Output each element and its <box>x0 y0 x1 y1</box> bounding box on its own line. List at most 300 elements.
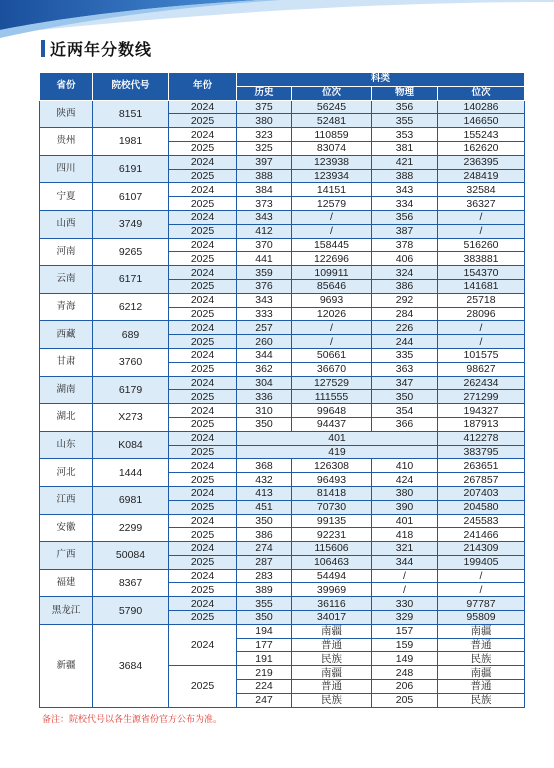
history-rank-cell: 9693 <box>292 293 372 307</box>
history-score-cell: 373 <box>237 197 292 211</box>
physics-rank-cell: 245583 <box>438 514 525 528</box>
school-code-cell: 6191 <box>93 155 169 183</box>
history-rank-cell: 34017 <box>292 611 372 625</box>
school-code-cell: 3760 <box>93 348 169 376</box>
footnote: 备注：院校代号以各生源省份官方公布为准。 <box>42 715 223 725</box>
physics-score-cell: 330 <box>372 597 438 611</box>
header-category: 科类 <box>237 73 525 87</box>
table-row <box>40 210 525 224</box>
physics-score-cell: 410 <box>372 459 438 473</box>
physics-rank-cell: 271299 <box>438 390 525 404</box>
history-rank-cell: 70730 <box>292 500 372 514</box>
year-cell: 2025 <box>169 114 237 128</box>
table-row <box>40 624 525 638</box>
history-rank-cell: 106463 <box>292 555 372 569</box>
year-cell: 2024 <box>169 486 237 500</box>
physics-rank-cell: 101575 <box>438 348 525 362</box>
history-score-cell: 343 <box>237 293 292 307</box>
physics-score-cell: 347 <box>372 376 438 390</box>
combined-score-cell: 401 <box>237 431 438 445</box>
physics-score-cell: 149 <box>372 652 438 666</box>
page-title: 近两年分数线 <box>50 40 153 59</box>
school-code-cell: X273 <box>93 404 169 432</box>
physics-score-cell: 401 <box>372 514 438 528</box>
header-province: 省份 <box>40 73 93 101</box>
province-cell: 广西 <box>40 542 93 570</box>
province-group <box>40 459 525 487</box>
history-rank-cell: 12026 <box>292 307 372 321</box>
year-cell: 2025 <box>169 528 237 542</box>
table-row <box>40 100 525 114</box>
year-cell: 2024 <box>169 514 237 528</box>
history-rank-cell: 123938 <box>292 155 372 169</box>
physics-rank-cell: 263651 <box>438 459 525 473</box>
physics-score-cell: 387 <box>372 224 438 238</box>
province-group <box>40 128 525 156</box>
header-year: 年份 <box>169 73 237 101</box>
title-accent-bar <box>41 40 45 57</box>
physics-rank-cell: / <box>438 210 525 224</box>
province-cell: 安徽 <box>40 514 93 542</box>
history-score-cell: 355 <box>237 597 292 611</box>
province-group <box>40 210 525 238</box>
history-score-cell: 384 <box>237 183 292 197</box>
history-score-cell: 274 <box>237 542 292 556</box>
physics-region-cell: 普通 <box>438 638 525 652</box>
physics-rank-cell: 207403 <box>438 486 525 500</box>
history-rank-cell: 36116 <box>292 597 372 611</box>
history-score-cell: 287 <box>237 555 292 569</box>
history-rank-cell: 110859 <box>292 128 372 142</box>
province-cell: 江西 <box>40 486 93 514</box>
physics-score-cell: 343 <box>372 183 438 197</box>
province-cell: 甘肃 <box>40 348 93 376</box>
physics-score-cell: 350 <box>372 390 438 404</box>
province-cell: 湖北 <box>40 404 93 432</box>
history-score-cell: 359 <box>237 266 292 280</box>
year-cell: 2025 <box>169 252 237 266</box>
year-cell: 2025 <box>169 473 237 487</box>
physics-rank-cell: 146650 <box>438 114 525 128</box>
table-row <box>40 293 525 307</box>
year-cell: 2025 <box>169 445 237 459</box>
physics-score-cell: 324 <box>372 266 438 280</box>
header-history: 历史 <box>237 86 292 100</box>
physics-score-cell: / <box>372 569 438 583</box>
province-cell: 福建 <box>40 569 93 597</box>
physics-score-cell: 292 <box>372 293 438 307</box>
year-cell: 2025 <box>169 583 237 597</box>
table-row <box>40 266 525 280</box>
history-rank-cell: / <box>292 210 372 224</box>
physics-score-cell: 334 <box>372 197 438 211</box>
history-score-cell: 375 <box>237 100 292 114</box>
history-rank-cell: 81418 <box>292 486 372 500</box>
history-region-cell: 民族 <box>292 693 372 707</box>
year-cell: 2024 <box>169 404 237 418</box>
history-score-cell: 219 <box>237 666 292 680</box>
physics-rank-cell: 32584 <box>438 183 525 197</box>
physics-rank-cell: 95809 <box>438 611 525 625</box>
physics-rank-cell: / <box>438 224 525 238</box>
physics-rank-cell: 187913 <box>438 417 525 431</box>
physics-rank-cell: 155243 <box>438 128 525 142</box>
history-rank-cell: 50661 <box>292 348 372 362</box>
province-group <box>40 321 525 349</box>
physics-rank-cell: 236395 <box>438 155 525 169</box>
header-code: 院校代号 <box>93 73 169 101</box>
physics-rank-cell: 141681 <box>438 279 525 293</box>
province-cell: 湖南 <box>40 376 93 404</box>
history-score-cell: 191 <box>237 652 292 666</box>
year-cell: 2025 <box>169 666 237 707</box>
physics-rank-cell: 162620 <box>438 141 525 155</box>
province-cell: 黑龙江 <box>40 597 93 625</box>
table-row <box>40 155 525 169</box>
history-score-cell: 376 <box>237 279 292 293</box>
physics-rank-cell: 97787 <box>438 597 525 611</box>
year-cell: 2024 <box>169 376 237 390</box>
history-region-cell: 南疆 <box>292 666 372 680</box>
history-rank-cell: 99135 <box>292 514 372 528</box>
history-rank-cell: 56245 <box>292 100 372 114</box>
history-score-cell: 441 <box>237 252 292 266</box>
physics-score-cell: 206 <box>372 680 438 694</box>
table-header <box>40 73 525 101</box>
table-row <box>40 597 525 611</box>
history-score-cell: 370 <box>237 238 292 252</box>
year-cell: 2025 <box>169 555 237 569</box>
school-code-cell: 6107 <box>93 183 169 211</box>
history-score-cell: 224 <box>237 680 292 694</box>
table-row <box>40 404 525 418</box>
province-cell: 河南 <box>40 238 93 266</box>
physics-score-cell: 344 <box>372 555 438 569</box>
province-cell: 西藏 <box>40 321 93 349</box>
history-region-cell: 南疆 <box>292 624 372 638</box>
province-group <box>40 100 525 128</box>
physics-score-cell: 381 <box>372 141 438 155</box>
header-rank: 位次 <box>292 86 372 100</box>
school-code-cell: 8151 <box>93 100 169 128</box>
table-row <box>40 183 525 197</box>
physics-rank-cell: 248419 <box>438 169 525 183</box>
year-cell: 2025 <box>169 417 237 431</box>
history-score-cell: 323 <box>237 128 292 142</box>
year-cell: 2024 <box>169 569 237 583</box>
physics-score-cell: 244 <box>372 335 438 349</box>
physics-rank-cell: 36327 <box>438 197 525 211</box>
table-row <box>40 542 525 556</box>
physics-rank-cell: 262434 <box>438 376 525 390</box>
history-region-cell: 普通 <box>292 638 372 652</box>
physics-rank-cell: 28096 <box>438 307 525 321</box>
school-code-cell: 3684 <box>93 624 169 707</box>
history-score-cell: 362 <box>237 362 292 376</box>
province-cell: 青海 <box>40 293 93 321</box>
history-rank-cell: / <box>292 224 372 238</box>
score-table <box>39 72 525 708</box>
province-group-xinjiang <box>40 624 525 707</box>
province-group <box>40 183 525 211</box>
province-cell: 宁夏 <box>40 183 93 211</box>
physics-rank-cell: 25718 <box>438 293 525 307</box>
year-cell: 2025 <box>169 197 237 211</box>
history-score-cell: 247 <box>237 693 292 707</box>
province-cell: 新疆 <box>40 624 93 707</box>
physics-score-cell: 284 <box>372 307 438 321</box>
history-rank-cell: 12579 <box>292 197 372 211</box>
school-code-cell: 8367 <box>93 569 169 597</box>
history-score-cell: 177 <box>237 638 292 652</box>
school-code-cell: 5790 <box>93 597 169 625</box>
history-score-cell: 397 <box>237 155 292 169</box>
physics-rank-cell: 267857 <box>438 473 525 487</box>
history-rank-cell: 99648 <box>292 404 372 418</box>
year-cell: 2025 <box>169 141 237 155</box>
history-score-cell: 412 <box>237 224 292 238</box>
history-rank-cell: 39969 <box>292 583 372 597</box>
header-physics: 物理 <box>372 86 438 100</box>
physics-score-cell: 356 <box>372 100 438 114</box>
province-cell: 山西 <box>40 210 93 238</box>
physics-score-cell: 366 <box>372 417 438 431</box>
history-region-cell: 民族 <box>292 652 372 666</box>
province-cell: 陕西 <box>40 100 93 128</box>
physics-score-cell: 329 <box>372 611 438 625</box>
physics-score-cell: 388 <box>372 169 438 183</box>
physics-rank-cell: 140286 <box>438 100 525 114</box>
table-row <box>40 569 525 583</box>
physics-rank-cell: 516260 <box>438 238 525 252</box>
school-code-cell: 1981 <box>93 128 169 156</box>
province-group <box>40 431 525 459</box>
history-score-cell: 350 <box>237 417 292 431</box>
physics-score-cell: / <box>372 583 438 597</box>
history-score-cell: 451 <box>237 500 292 514</box>
history-rank-cell: / <box>292 321 372 335</box>
history-rank-cell: / <box>292 335 372 349</box>
school-code-cell: 2299 <box>93 514 169 542</box>
physics-rank-cell: 194327 <box>438 404 525 418</box>
province-cell: 山东 <box>40 431 93 459</box>
table-row <box>40 238 525 252</box>
physics-score-cell: 226 <box>372 321 438 335</box>
history-rank-cell: 83074 <box>292 141 372 155</box>
table-row <box>40 431 525 445</box>
history-score-cell: 380 <box>237 114 292 128</box>
physics-rank-cell: 98627 <box>438 362 525 376</box>
physics-region-cell: 普通 <box>438 680 525 694</box>
province-group <box>40 376 525 404</box>
year-cell: 2025 <box>169 224 237 238</box>
year-cell: 2024 <box>169 238 237 252</box>
school-code-cell: 6212 <box>93 293 169 321</box>
physics-rank-cell: 154370 <box>438 266 525 280</box>
physics-score-cell: 248 <box>372 666 438 680</box>
year-cell: 2025 <box>169 500 237 514</box>
history-score-cell: 310 <box>237 404 292 418</box>
physics-score-cell: 386 <box>372 279 438 293</box>
year-cell: 2025 <box>169 611 237 625</box>
school-code-cell: 6171 <box>93 266 169 294</box>
physics-score-cell: 159 <box>372 638 438 652</box>
physics-score-cell: 354 <box>372 404 438 418</box>
year-cell: 2024 <box>169 183 237 197</box>
year-cell: 2025 <box>169 169 237 183</box>
year-cell: 2025 <box>169 390 237 404</box>
history-score-cell: 194 <box>237 624 292 638</box>
history-score-cell: 350 <box>237 514 292 528</box>
history-rank-cell: 52481 <box>292 114 372 128</box>
history-score-cell: 333 <box>237 307 292 321</box>
physics-rank-cell: 204580 <box>438 500 525 514</box>
history-score-cell: 368 <box>237 459 292 473</box>
year-cell: 2024 <box>169 266 237 280</box>
history-score-cell: 304 <box>237 376 292 390</box>
province-group <box>40 238 525 266</box>
physics-score-cell: 378 <box>372 238 438 252</box>
physics-rank-cell: 214309 <box>438 542 525 556</box>
province-cell: 四川 <box>40 155 93 183</box>
year-cell: 2025 <box>169 335 237 349</box>
physics-score-cell: 418 <box>372 528 438 542</box>
year-cell: 2024 <box>169 624 237 665</box>
history-rank-cell: 92231 <box>292 528 372 542</box>
history-rank-cell: 96493 <box>292 473 372 487</box>
physics-score-cell: 380 <box>372 486 438 500</box>
table-row <box>40 459 525 473</box>
physics-score-cell: 421 <box>372 155 438 169</box>
table-row <box>40 376 525 390</box>
history-score-cell: 325 <box>237 141 292 155</box>
history-rank-cell: 126308 <box>292 459 372 473</box>
year-cell: 2024 <box>169 100 237 114</box>
year-cell: 2025 <box>169 307 237 321</box>
combined-score-cell: 419 <box>237 445 438 459</box>
physics-rank-cell: 383881 <box>438 252 525 266</box>
header-rank-2: 位次 <box>438 86 525 100</box>
province-group <box>40 293 525 321</box>
history-score-cell: 413 <box>237 486 292 500</box>
province-group <box>40 569 525 597</box>
history-rank-cell: 122696 <box>292 252 372 266</box>
physics-rank-cell: / <box>438 583 525 597</box>
history-rank-cell: 14151 <box>292 183 372 197</box>
physics-rank-cell: / <box>438 321 525 335</box>
history-score-cell: 432 <box>237 473 292 487</box>
combined-rank-cell: 383795 <box>438 445 525 459</box>
history-rank-cell: 115606 <box>292 542 372 556</box>
history-rank-cell: 36670 <box>292 362 372 376</box>
top-banner-decoration <box>0 0 554 42</box>
history-score-cell: 260 <box>237 335 292 349</box>
history-rank-cell: 127529 <box>292 376 372 390</box>
table-row <box>40 128 525 142</box>
physics-score-cell: 353 <box>372 128 438 142</box>
table-row <box>40 348 525 362</box>
history-score-cell: 343 <box>237 210 292 224</box>
school-code-cell: 3749 <box>93 210 169 238</box>
physics-rank-cell: 241466 <box>438 528 525 542</box>
school-code-cell: 6981 <box>93 486 169 514</box>
physics-score-cell: 356 <box>372 210 438 224</box>
history-score-cell: 257 <box>237 321 292 335</box>
physics-score-cell: 335 <box>372 348 438 362</box>
combined-rank-cell: 412278 <box>438 431 525 445</box>
physics-region-cell: 民族 <box>438 652 525 666</box>
year-cell: 2024 <box>169 155 237 169</box>
history-score-cell: 386 <box>237 528 292 542</box>
physics-score-cell: 424 <box>372 473 438 487</box>
table-row <box>40 514 525 528</box>
history-rank-cell: 158445 <box>292 238 372 252</box>
province-group <box>40 486 525 514</box>
physics-score-cell: 406 <box>372 252 438 266</box>
physics-region-cell: 南疆 <box>438 666 525 680</box>
history-region-cell: 普通 <box>292 680 372 694</box>
school-code-cell: 689 <box>93 321 169 349</box>
province-group <box>40 348 525 376</box>
physics-region-cell: 南疆 <box>438 624 525 638</box>
province-group <box>40 404 525 432</box>
province-cell: 河北 <box>40 459 93 487</box>
province-group <box>40 514 525 542</box>
physics-score-cell: 157 <box>372 624 438 638</box>
physics-rank-cell: 199405 <box>438 555 525 569</box>
physics-rank-cell: / <box>438 569 525 583</box>
history-rank-cell: 85646 <box>292 279 372 293</box>
year-cell: 2024 <box>169 128 237 142</box>
physics-score-cell: 363 <box>372 362 438 376</box>
physics-score-cell: 355 <box>372 114 438 128</box>
province-group <box>40 266 525 294</box>
school-code-cell: 1444 <box>93 459 169 487</box>
year-cell: 2024 <box>169 348 237 362</box>
table-row <box>40 486 525 500</box>
year-cell: 2025 <box>169 362 237 376</box>
history-rank-cell: 54494 <box>292 569 372 583</box>
history-score-cell: 350 <box>237 611 292 625</box>
physics-score-cell: 205 <box>372 693 438 707</box>
year-cell: 2024 <box>169 321 237 335</box>
history-rank-cell: 109911 <box>292 266 372 280</box>
province-group <box>40 155 525 183</box>
history-rank-cell: 111555 <box>292 390 372 404</box>
year-cell: 2024 <box>169 293 237 307</box>
school-code-cell: 9265 <box>93 238 169 266</box>
year-cell: 2024 <box>169 431 237 445</box>
history-score-cell: 336 <box>237 390 292 404</box>
year-cell: 2024 <box>169 210 237 224</box>
physics-score-cell: 321 <box>372 542 438 556</box>
history-score-cell: 344 <box>237 348 292 362</box>
year-cell: 2025 <box>169 279 237 293</box>
physics-score-cell: 390 <box>372 500 438 514</box>
year-cell: 2024 <box>169 459 237 473</box>
school-code-cell: K084 <box>93 431 169 459</box>
province-cell: 云南 <box>40 266 93 294</box>
year-cell: 2024 <box>169 597 237 611</box>
history-rank-cell: 123934 <box>292 169 372 183</box>
school-code-cell: 50084 <box>93 542 169 570</box>
province-group <box>40 542 525 570</box>
history-rank-cell: 94437 <box>292 417 372 431</box>
province-cell: 贵州 <box>40 128 93 156</box>
history-score-cell: 283 <box>237 569 292 583</box>
year-cell: 2024 <box>169 542 237 556</box>
history-score-cell: 389 <box>237 583 292 597</box>
